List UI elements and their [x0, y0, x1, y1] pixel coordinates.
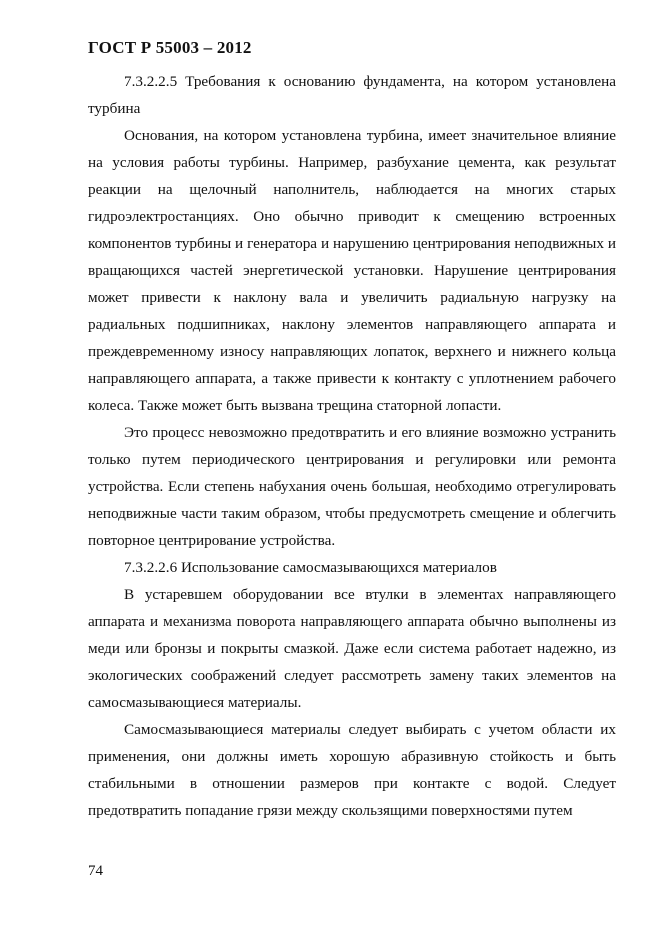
page-number: 74 [88, 863, 103, 879]
document-body [88, 68, 616, 824]
document-header: ГОСТ Р 55003 – 2012 [88, 38, 252, 57]
section-heading-7-3-2-2-6: 7.3.2.2.6 Использование самосмазывающихся материалов [124, 559, 497, 576]
paragraph-self-lubricating-selection: Самосмазывающиеся материалы следует выбирать с учетом области их применения, они должны иметь хорошую абразивную стойкость и быть стабильными в отношении размеров при контакте с водой. Следует предотвратить попадание грязи между скользящими поверхностями путем [88, 721, 616, 819]
section-heading-7-3-2-2-5: 7.3.2.2.5 Требования к основанию фундамента, на котором установлена турбина [88, 73, 616, 117]
paragraph-foundation-remedy: Это процесс невозможно предотвратить и его влияние возможно устранить только путем периодического центрирования и регулировки или ремонта устройства. Если степень набухания очень большая, необходимо отрегулировать неподвижные части таким образом, чтобы предусмотреть смещение и облегчить повторное центрирование устройства. [88, 424, 616, 549]
paragraph-foundation-influence: Основания, на котором установлена турбина, имеет значительное влияние на условия работы турбины. Например, разбухание цемента, как результат реакции на щелочный наполнитель, наблюдается на многих старых гидроэлектростанциях. Оно обычно приводит к смещению встроенных компонентов турбины и генератора и нарушению центрирования неподвижных и вращающихся частей энергетической установки. Нарушение центрирования может привести к наклону вала и увеличить радиальную нагрузку на радиальных подшипниках, наклону элементов направляющего аппарата и преждевременному износу направляющих лопаток, верхнего и нижнего кольца направляющего аппарата, а также привести к контакту с уплотнением рабочего колеса. Также может быть вызвана трещина статорной лопасти. [88, 127, 616, 414]
paragraph-old-equipment-bushings: В устаревшем оборудовании все втулки в элементах направляющего аппарата и механизма поворота направляющего аппарата обычно выполнены из меди или бронзы и покрыты смазкой. Даже если система работает надежно, из экологических соображений следует рассмотреть замену таких элементов на самосмазывающиеся материалы. [88, 586, 616, 711]
